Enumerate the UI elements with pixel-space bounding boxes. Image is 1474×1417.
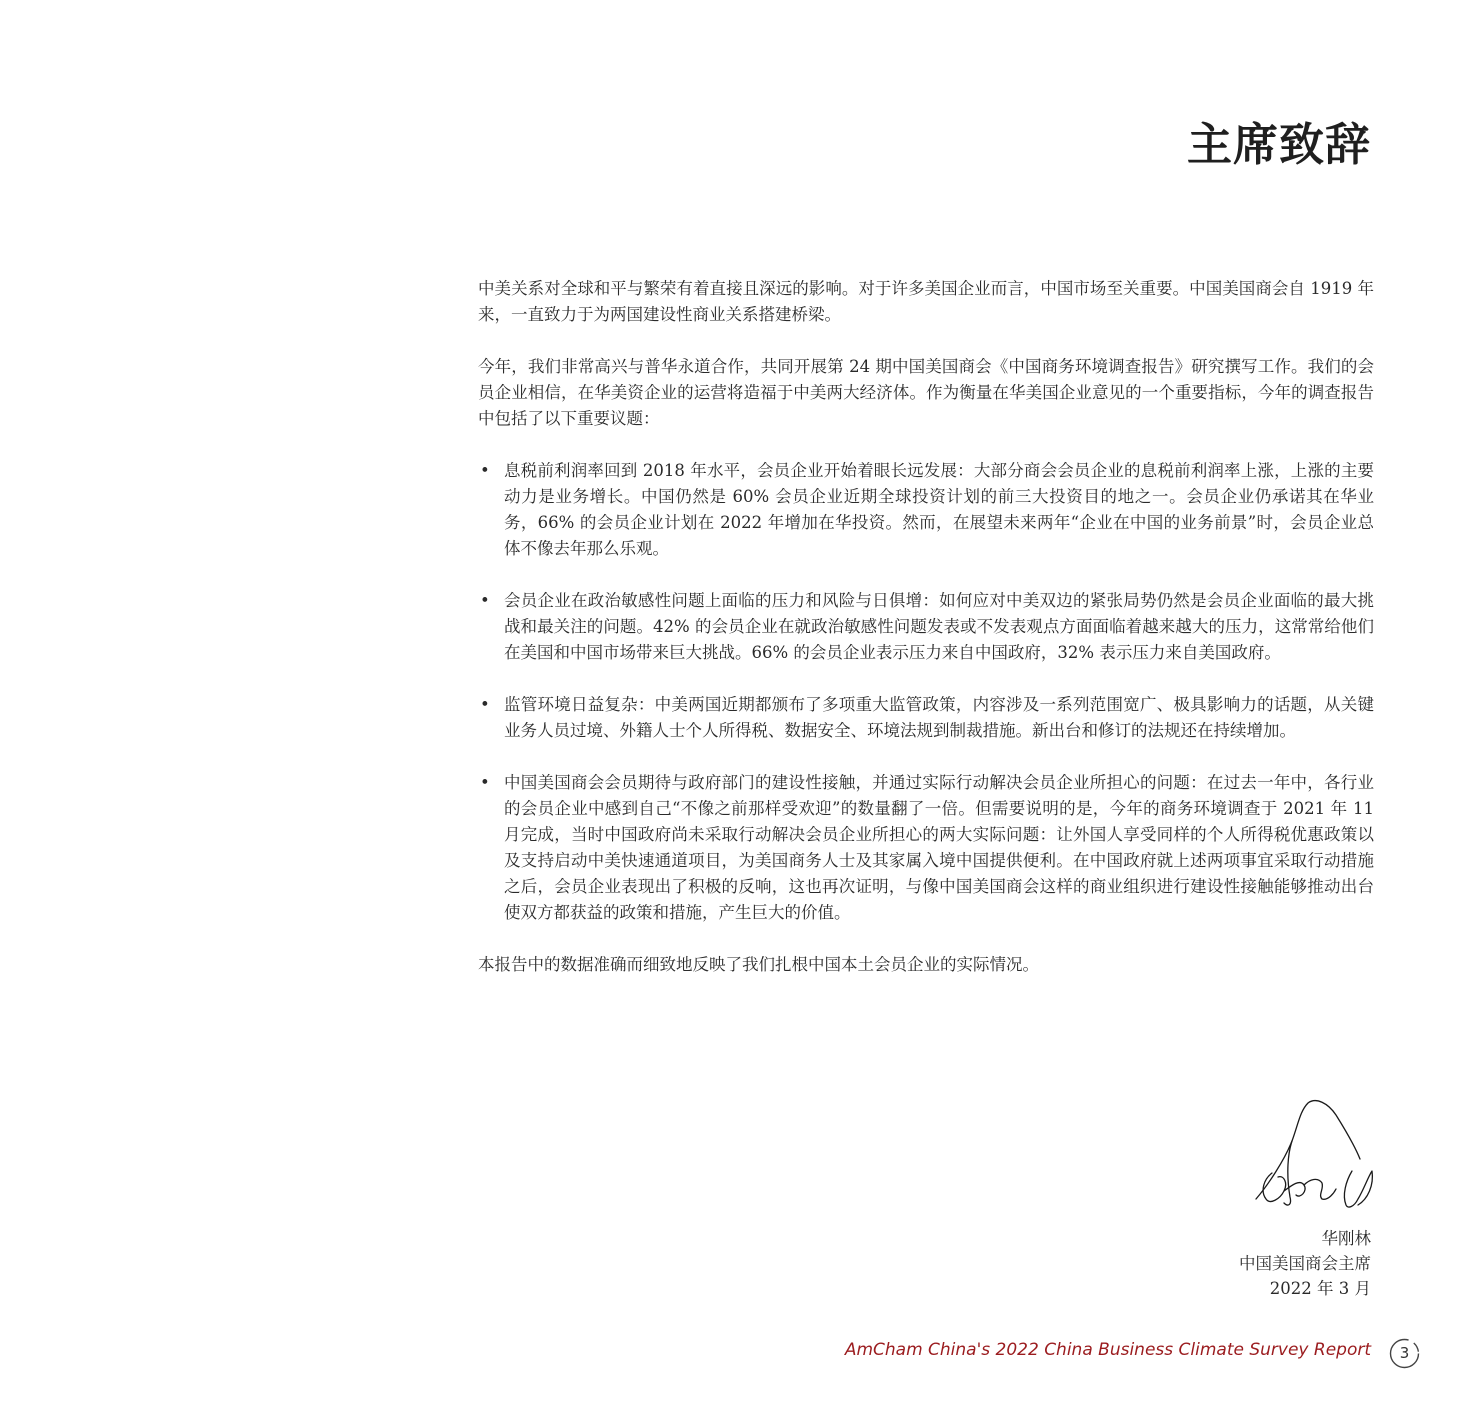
key-findings-list <box>478 458 1374 926</box>
list-item <box>478 458 1374 562</box>
signatory-name: 华刚林 <box>1321 1229 1371 1248</box>
context-paragraph: 今年，我们非常高兴与普华永道合作，共同开展第 24 期中国美国商会《中国商务环境调查报告》研究撰写工作。我们的会员企业相信，在华美资企业的运营将造福于中美两大经济体。作为衡量在华美国企业意见的一个重要指标，今年的调查报告中包括了以下重要议题： <box>478 357 1374 428</box>
list-item-text: 息税前利润率回到 2018 年水平，会员企业开始着眼长远发展：大部分商会会员企业的息税前利润率上涨，上涨的主要动力是业务增长。中国仍然是 60% 会员企业近期全球投资计划的前三大投资目的地之一。会员企业仍承诺其在华业务，66% 的会员企业计划在 2022 年增加在华投资。然而，在展望未来两年“企业在中国的业务前景”时，会员企业总体不像去年那么乐观。 <box>504 461 1374 558</box>
letter-body <box>478 276 1374 1004</box>
page-title: 主席致辞 <box>1186 118 1371 171</box>
signature-image <box>1248 1095 1380 1211</box>
bullet-marker: • <box>480 773 490 792</box>
list-item <box>478 692 1374 744</box>
list-item-text: 监管环境日益复杂：中美两国近期都颁布了多项重大监管政策，内容涉及一系列范围宽广、极具影响力的话题，从关键业务人员过境、外籍人士个人所得税、数据安全、环境法规到制裁措施。新出台和修订的法规还在持续增加。 <box>504 695 1374 740</box>
bullet-marker: • <box>480 591 490 610</box>
letter-date: 2022 年 3 月 <box>1269 1279 1371 1298</box>
closing-paragraph: 本报告中的数据准确而细致地反映了我们扎根中国本土会员企业的实际情况。 <box>478 955 1039 974</box>
page-number: 3 <box>1399 1344 1410 1362</box>
intro-paragraph: 中美关系对全球和平与繁荣有着直接且深远的影响。对于许多美国企业而言，中国市场至关重要。中国美国商会自 1919 年来，一直致力于为两国建设性商业关系搭建桥梁。 <box>478 279 1374 324</box>
list-item-text: 会员企业在政治敏感性问题上面临的压力和风险与日俱增：如何应对中美双边的紧张局势仍然是会员企业面临的最大挑战和最关注的问题。42% 的会员企业在就政治敏感性问题发表或不发表观点方面面临着越来越大的压力，这常常给他们在美国和中国市场带来巨大挑战。66% 的会员企业表示压力来自中国政府，32% 表示压力来自美国政府。 <box>504 591 1374 662</box>
list-item <box>478 770 1374 926</box>
bullet-marker: • <box>480 695 490 714</box>
signature-block <box>1239 1226 1371 1301</box>
list-item <box>478 588 1374 666</box>
signatory-role: 中国美国商会主席 <box>1239 1254 1371 1273</box>
report-title-footer: AmCham China's 2022 China Business Climate Survey Report <box>844 1340 1371 1360</box>
bullet-marker: • <box>480 461 490 480</box>
list-item-text: 中国美国商会会员期待与政府部门的建设性接触，并通过实际行动解决会员企业所担心的问题：在过去一年中，各行业的会员企业中感到自己“不像之前那样受欢迎”的数量翻了一倍。但需要说明的是，今年的商务环境调查于 2021 年 11 月完成，当时中国政府尚未采取行动解决会员企业所担心的两大实际问题：让外国人享受同样的个人所得税优惠政策以及支持启动中美快速通道项目，为美国商务人士及其家属入境中国提供便利。在中国政府就上述两项事宜采取行动措施之后，会员企业表现出了积极的反响，这也再次证明，与像中国美国商会这样的商业组织进行建设性接触能够推动出台使双方都获益的政策和措施，产生巨大的价值。 <box>504 773 1374 922</box>
